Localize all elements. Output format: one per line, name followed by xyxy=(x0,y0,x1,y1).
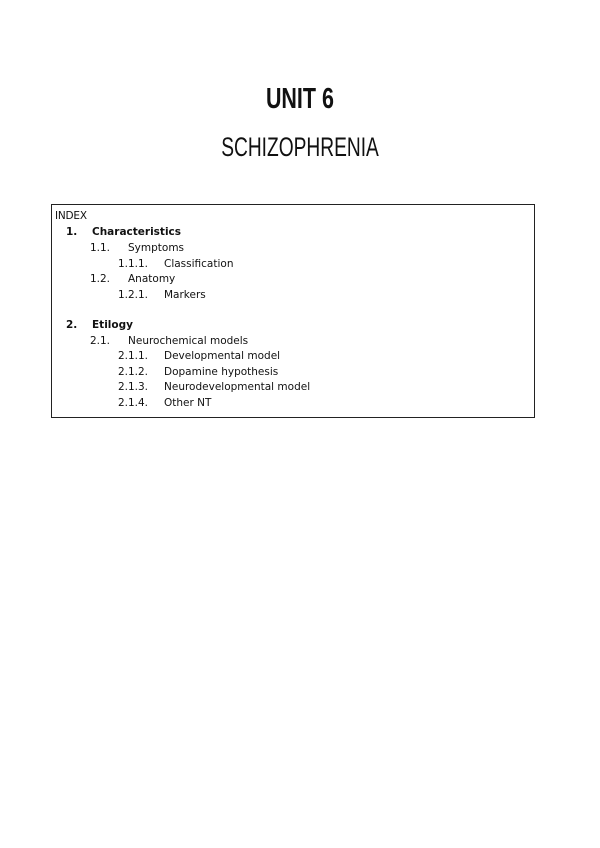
index-entry xyxy=(0,318,600,332)
index-entry-number: 2. xyxy=(66,319,78,331)
index-entry xyxy=(0,334,600,348)
unit-number: UNIT 6 xyxy=(266,83,334,115)
index-entry-number: 1.1.1. xyxy=(117,258,148,270)
index-entry-number: 2.1.4. xyxy=(117,397,148,409)
index-entry-label: Characteristics xyxy=(92,226,182,238)
index-entry-number: 2.1.3. xyxy=(117,381,148,393)
index-entry xyxy=(0,288,600,302)
index-entry xyxy=(0,272,600,286)
index-entry-label: Etilogy xyxy=(92,319,133,331)
index-entry-label: Dopamine hypothesis xyxy=(164,366,279,378)
index-entry-label: Neurodevelopmental model xyxy=(164,381,311,393)
unit-title xyxy=(0,131,600,163)
index-heading: INDEX xyxy=(55,210,87,222)
index-entry-label: Symptoms xyxy=(128,242,185,254)
index-entry-number: 1. xyxy=(66,226,78,238)
index-entry-label: Developmental model xyxy=(164,350,281,362)
index-entry xyxy=(0,257,600,271)
index-entry xyxy=(0,365,600,379)
index-entry-label: Classification xyxy=(164,258,234,270)
index-entry xyxy=(0,396,600,410)
index-entry-label: Anatomy xyxy=(128,273,176,285)
index-entry-number: 1.2.1. xyxy=(117,289,148,301)
index-entry-number: 1.1. xyxy=(89,242,110,254)
unit-title-text: SCHIZOPHRENIA xyxy=(221,132,379,162)
index-entry-label: Markers xyxy=(164,289,206,301)
index-entry-label: Other NT xyxy=(164,397,212,409)
index-entry xyxy=(0,225,600,239)
index-entry-number: 2.1.2. xyxy=(117,366,148,378)
unit-heading xyxy=(0,82,600,116)
index-entry-label: Neurochemical models xyxy=(128,335,249,347)
index-entry xyxy=(0,380,600,394)
index-entry-number: 2.1.1. xyxy=(117,350,148,362)
index-entry xyxy=(0,241,600,255)
index-entry xyxy=(0,349,600,363)
index-entry-number: 2.1. xyxy=(89,335,110,347)
index-entry-number: 1.2. xyxy=(89,273,110,285)
